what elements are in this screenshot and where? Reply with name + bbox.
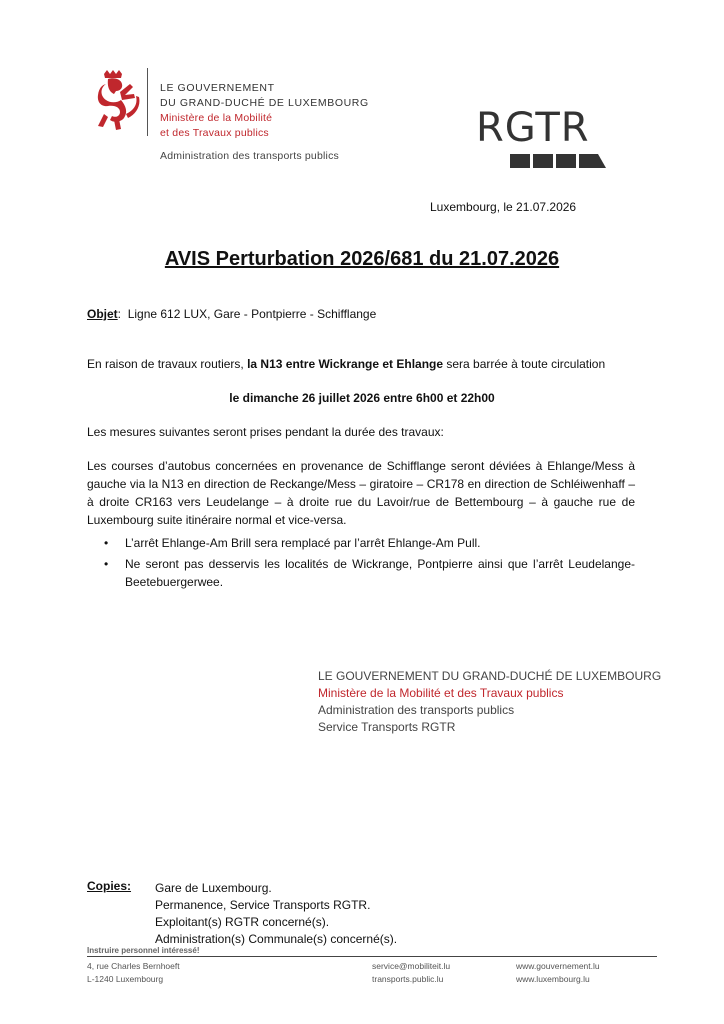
signature-line-1: LE GOUVERNEMENT DU GRAND-DUCHÉ DE LUXEMBOURG [318,669,662,683]
footer-web-link-2[interactable]: www.luxembourg.lu [516,974,590,984]
header-divider [147,68,148,136]
gov-line-1: LE GOUVERNEMENT [160,82,275,94]
intro-before: En raison de travaux routiers, [87,357,248,371]
footer-site-link[interactable]: transports.public.lu [372,974,444,984]
notice-title: AVIS Perturbation 2026/681 du 21.07.2026 [164,248,560,270]
bullet-icon: • [104,557,109,571]
measures-list [87,534,635,594]
objet-colon: : [117,307,122,321]
signature-line-4: Service Transports RGTR [318,720,456,734]
red-lion-icon [90,70,140,132]
copy-item: Gare de Luxembourg. [155,881,272,895]
objet-line [87,307,376,321]
date-line: le dimanche 26 juillet 2026 entre 6h00 et 22h00 [229,391,495,405]
copy-item: Exploitant(s) RGTR concerné(s). [155,915,330,929]
rgtr-bus-bars-icon [510,152,606,168]
signature-line-3: Administration des transports publics [318,703,515,717]
footer-address-1: 4, rue Charles Bernhoeft [87,961,180,971]
measures-intro: Les mesures suivantes seront prises pendant la durée des travaux: [87,425,444,439]
footer-email-link[interactable]: service@mobiliteit.lu [372,961,451,971]
gov-line-2: DU GRAND-DUCHÉ DE LUXEMBOURG [160,97,369,109]
detour-paragraph: Les courses d’autobus concernées en provenance de Schifflange seront déviées à Ehlange/Mess à gauche via la N13 en direction de Reckange/Mess – giratoire – CR178 en direction de Schléiwenhaff – à droite CR163 vers Leudelange – à droite rue du Lavoir/rue de Bettembourg – à gauche rue de Luxembourg suite itinéraire normal et vice-versa. [87,459,635,527]
footer-address-2: L-1240 Luxembourg [87,974,164,984]
list-item-text: Ne seront pas desservis les localités de Wickrange, Pontpierre ainsi que l’arrêt Leudelange-Beetebuergerwee. [125,557,635,589]
instruire-note: Instruire personnel intéressé! [87,946,200,955]
signature-line-2: Ministère de la Mobilité et des Travaux publics [318,686,564,700]
list-item [87,555,635,591]
intro-after: sera barrée à toute circulation [443,357,606,371]
intro-paragraph [87,355,667,373]
copy-item: Administration(s) Communale(s) concerné(s). [155,932,398,946]
footer-web-link-1[interactable]: www.gouvernement.lu [516,961,600,971]
place-date: Luxembourg, le 21.07.2026 [430,200,577,214]
ministry-line-2: et des Travaux publics [160,127,269,139]
ministry-line-1: Ministère de la Mobilité [160,112,273,124]
list-item-text: L’arrêt Ehlange-Am Brill sera remplacé par l’arrêt Ehlange-Am Pull. [125,536,481,550]
rgtr-logo-text: RGTR [476,105,590,151]
list-item [87,534,635,552]
copy-item: Permanence, Service Transports RGTR. [155,898,371,912]
copies-label: Copies: [87,879,132,893]
intro-bold: la N13 entre Wickrange et Ehlange [247,357,444,371]
administration-name: Administration des transports publics [160,150,339,162]
bullet-icon: • [104,536,109,550]
footer-divider [87,956,657,957]
objet-label: Objet [87,307,118,321]
objet-text: Ligne 612 LUX, Gare - Pontpierre - Schifflange [127,307,377,321]
